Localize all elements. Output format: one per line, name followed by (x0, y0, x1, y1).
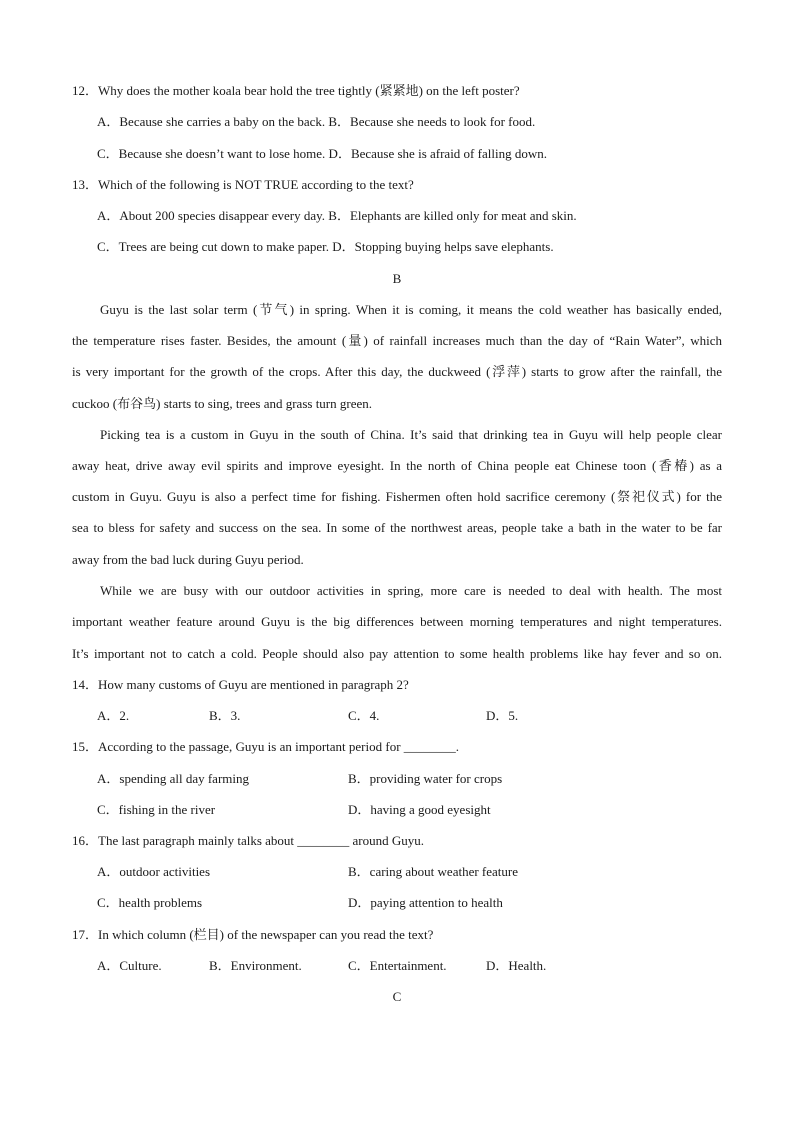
question-14-option-a: A．2. (97, 708, 130, 723)
question-16-option-d: D．paying attention to health (348, 895, 503, 910)
passage-line: away heat, drive away evil spirits and improve eyesight. In the north of China people eat Chinese toon (香椿) as a (72, 458, 722, 473)
question-12-options-row-1: A．Because she carries a baby on the back. B．Because she needs to look for food. (97, 114, 536, 129)
question-14-option-d: D．5. (486, 708, 519, 723)
question-13-stem: 13．Which of the following is NOT TRUE according to the text? (72, 177, 414, 192)
question-16-option-a: A．outdoor activities (97, 864, 211, 879)
question-17-option-b: B．Environment. (209, 958, 302, 973)
passage-line: custom in Guyu. Guyu is also a perfect time for fishing. Fishermen often hold sacrifice ceremony (祭祀仪式) for the (72, 489, 722, 504)
question-17-option-a: A．Culture. (97, 958, 162, 973)
question-13-options-row-2: C．Trees are being cut down to make paper. D．Stopping buying helps save elephants. (97, 239, 554, 254)
passage-line: Picking tea is a custom in Guyu in the south of China. It’s said that drinking tea in Guyu will help people clear (100, 427, 722, 442)
question-15-stem: 15．According to the passage, Guyu is an important period for ________. (72, 739, 460, 754)
passage-line: While we are busy with our outdoor activities in spring, more care is needed to deal with health. The most (100, 583, 722, 598)
question-14-option-b: B．3. (209, 708, 241, 723)
passage-line: cuckoo (布谷鸟) starts to sing, trees and grass turn green. (72, 396, 373, 411)
question-16-option-c: C．health problems (97, 895, 203, 910)
question-17-option-d: D．Health. (486, 958, 547, 973)
passage-line: is very important for the growth of the crops. After this day, the duckweed (浮萍) starts to grow after the rainfall, the (72, 364, 722, 379)
question-15-option-c: C．fishing in the river (97, 802, 216, 817)
section-c-heading: C (392, 989, 402, 1004)
question-15-option-d: D．having a good eyesight (348, 802, 491, 817)
passage-line: away from the bad luck during Guyu period. (72, 552, 304, 567)
question-12-stem: 12．Why does the mother koala bear hold the tree tightly (紧紧地) on the left poster? (72, 83, 520, 98)
passage-line: sea to bless for safety and success on the sea. In some of the northwest areas, people take a bath in the water to be far (72, 520, 722, 535)
question-17-option-c: C．Entertainment. (348, 958, 447, 973)
passage-line: It’s important not to catch a cold. People should also pay attention to some health problems like hay fever and so on. (72, 646, 722, 661)
passage-line: important weather feature around Guyu is the big differences between morning temperatures and night temperatures. (72, 614, 722, 629)
section-b-heading: B (392, 271, 402, 286)
passage-line: Guyu is the last solar term (节气) in spring. When it is coming, it means the cold weather has basically ended, (100, 302, 722, 317)
question-14-option-c: C．4. (348, 708, 380, 723)
question-14-stem: 14．How many customs of Guyu are mentioned in paragraph 2? (72, 677, 409, 692)
question-16-stem: 16．The last paragraph mainly talks about ________ around Guyu. (72, 833, 425, 848)
question-12-options-row-2: C．Because she doesn’t want to lose home. D．Because she is afraid of falling down. (97, 146, 547, 161)
passage-line: the temperature rises faster. Besides, the amount (量) of rainfall increases much than the day of “Rain Water”, which (72, 333, 722, 348)
question-15-option-b: B．providing water for crops (348, 771, 503, 786)
question-17-stem: 17．In which column (栏目) of the newspaper can you read the text? (72, 927, 434, 942)
question-16-option-b: B．caring about weather feature (348, 864, 519, 879)
question-15-option-a: A．spending all day farming (97, 771, 249, 786)
question-13-options-row-1: A．About 200 species disappear every day. B．Elephants are killed only for meat and skin. (97, 208, 577, 223)
